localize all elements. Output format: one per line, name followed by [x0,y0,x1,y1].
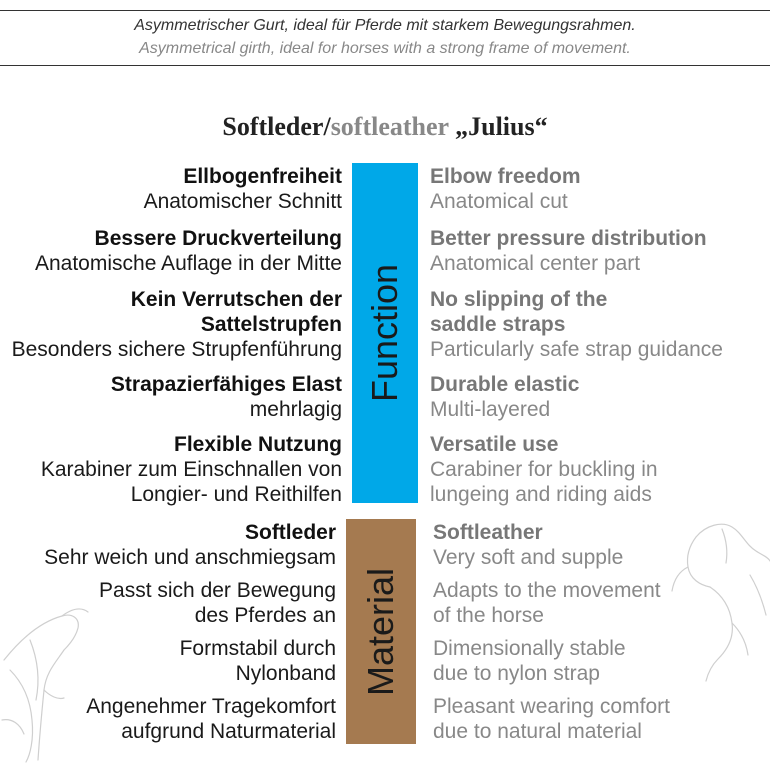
feature-text: Nylonband [235,662,336,685]
feature-text: Very soft and supple [433,546,624,569]
feature-text: Anatomischer Schnitt [143,190,342,213]
function-right-item [430,372,579,422]
feature-text: Anatomical center part [430,252,641,275]
function-left-item [41,432,342,507]
material-left-item [44,520,336,570]
feature-text: lungeing and riding aids [430,483,652,506]
feature-text: Adapts to the movement [433,579,661,602]
title-german: Softleder/ [222,112,331,141]
product-title [0,112,770,142]
feature-heading: Sattelstrupfen [200,313,342,336]
feature-text: aufgrund Naturmaterial [121,720,336,743]
feature-heading: Flexible Nutzung [174,433,342,456]
feature-text: Sehr weich und anschmiegsam [44,546,336,569]
feature-text: Angenehmer Tragekomfort [86,695,336,718]
feature-text: due to nylon strap [433,662,600,685]
feature-text: Longier- und Reithilfen [130,483,342,506]
horse-sketch-left-icon [0,600,110,765]
material-left-item [180,636,336,686]
feature-text: Multi-layered [430,398,551,421]
feature-heading: Strapazierfähiges Elast [110,373,342,396]
feature-heading: Better pressure distribution [430,227,707,250]
function-right-item [430,164,581,214]
intro-box [0,10,770,66]
feature-heading: Versatile use [430,433,559,456]
function-right-item [430,226,707,276]
function-left-item [144,164,342,214]
feature-heading: Kein Verrutschen der [130,288,342,311]
function-left-item [12,287,342,362]
title-english: softleather [330,112,449,141]
intro-german: Asymmetrischer Gurt, ideal für Pferde mit starkem Bewegungsrahmen. [134,17,636,34]
feature-text: des Pferdes an [194,604,336,627]
material-bar [346,519,416,744]
feature-text: mehrlagig [249,398,342,421]
feature-text: Anatomische Auflage in der Mitte [34,252,342,275]
material-right-item [433,578,661,628]
material-right-item [433,694,670,744]
feature-heading: Ellbogenfreiheit [183,165,342,188]
material-label: Material [360,567,401,696]
material-right-item [433,520,623,570]
feature-heading: Bessere Druckverteilung [94,227,342,250]
feature-heading: Durable elastic [430,373,580,396]
feature-text: Dimensionally stable [433,637,626,660]
feature-heading: Softleder [244,521,336,544]
feature-heading: Elbow freedom [430,165,581,188]
material-left-item [99,578,336,628]
horse-sketch-right-icon [666,515,770,685]
feature-text: Passt sich der Bewegung [99,579,336,602]
feature-text: Besonders sichere Strupfenführung [11,338,342,361]
intro-english: Asymmetrical girth, ideal for horses with a strong frame of movement. [139,40,631,57]
function-left-item [111,372,342,422]
function-left-item [35,226,342,276]
feature-text: due to natural material [433,720,642,743]
feature-text: Pleasant wearing comfort [433,695,670,718]
feature-heading: No slipping of the [430,288,608,311]
function-bar [352,163,418,503]
function-right-item [430,287,723,362]
function-label: Function [364,263,405,403]
material-left-item [86,694,336,744]
feature-text: Anatomical cut [430,190,568,213]
feature-text: Particularly safe strap guidance [430,338,723,361]
material-right-item [433,636,626,686]
title-model: „Julius“ [448,112,548,141]
function-right-item [430,432,658,507]
feature-text: Formstabil durch [179,637,336,660]
feature-text: Carabiner for buckling in [430,458,658,481]
feature-text: of the horse [433,604,544,627]
feature-text: Karabiner zum Einschnallen von [40,458,342,481]
feature-heading: saddle straps [430,313,566,336]
feature-heading: Softleather [433,521,543,544]
